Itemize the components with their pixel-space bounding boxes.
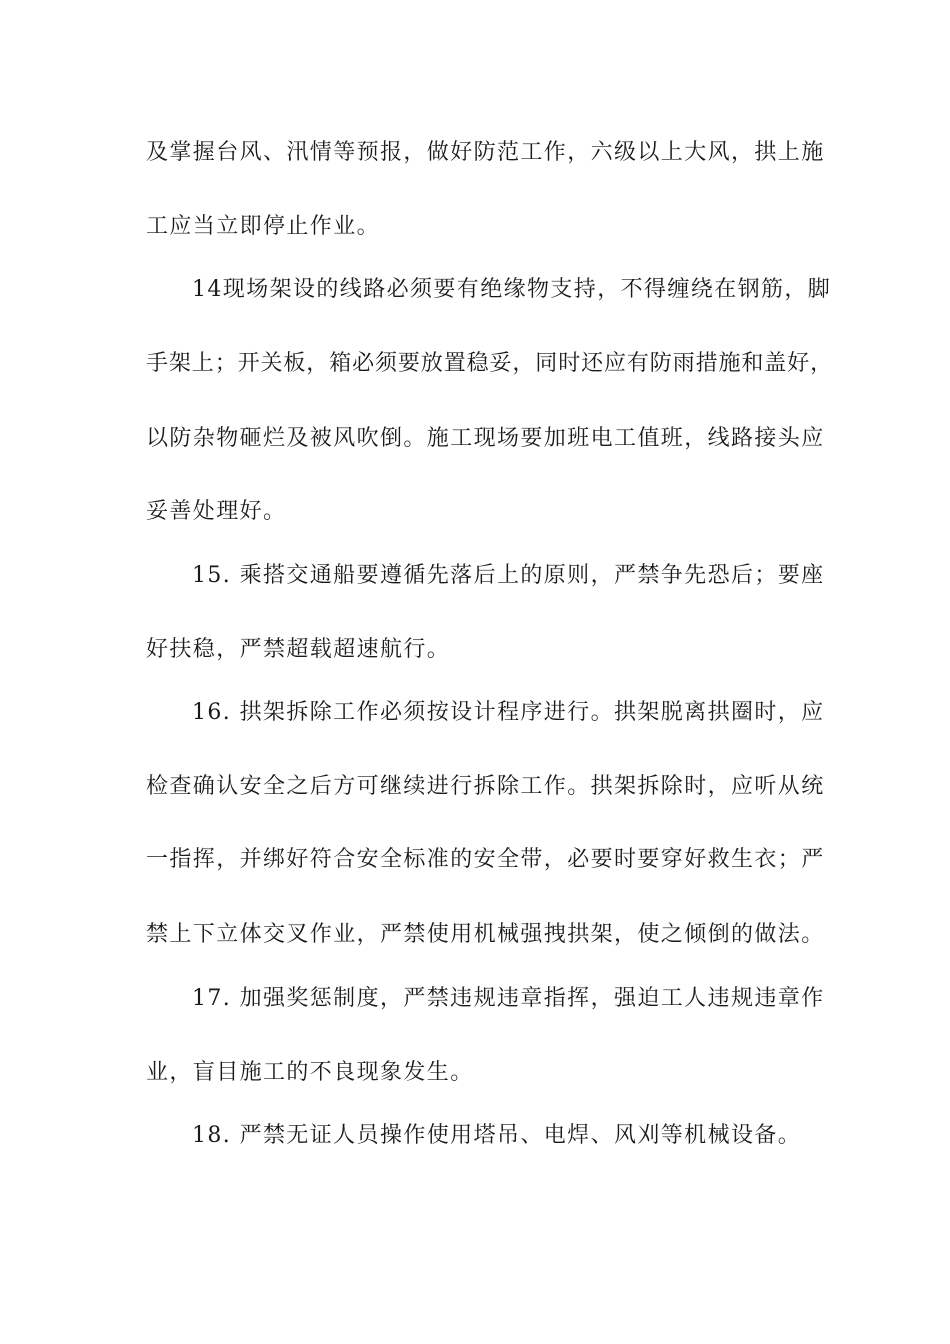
text-line: 检查确认安全之后方可继续进行拆除工作。拱架拆除时，应听从统 <box>146 774 825 799</box>
paragraph-15-line: 15. 乘搭交通船要遵循先落后上的原则，严禁争先恐后；要座 <box>192 563 825 588</box>
text-line: 一指挥，并绑好符合安全标准的安全带，必要时要穿好救生衣；严 <box>146 847 825 872</box>
text-line: 好扶稳，严禁超载超速航行。 <box>146 637 451 662</box>
text-line: 手架上；开关板，箱必须要放置稳妥，同时还应有防雨措施和盖好， <box>146 351 834 376</box>
text-line: 及掌握台风、汛情等预报，做好防范工作，六级以上大风，拱上施 <box>146 140 825 165</box>
text-line: 业，盲目施工的不良现象发生。 <box>146 1060 474 1085</box>
paragraph-17-line: 17. 加强奖惩制度，严禁违规违章指挥，强迫工人违规违章作 <box>192 986 825 1011</box>
paragraph-16-line: 16. 拱架拆除工作必须按设计程序进行。拱架脱离拱圈时，应 <box>192 700 825 725</box>
text-line: 工应当立即停止作业。 <box>146 214 381 239</box>
text-line: 禁上下立体交叉作业，严禁使用机械强拽拱架，使之倾倒的做法。 <box>146 922 825 947</box>
paragraph-14-line: 14现场架设的线路必须要有绝缘物支持，不得缠绕在钢筋，脚 <box>192 277 832 302</box>
paragraph-18-line: 18. 严禁无证人员操作使用塔吊、电焊、风刈等机械设备。 <box>192 1123 802 1148</box>
text-line: 以防杂物砸烂及被风吹倒。施工现场要加班电工值班，线路接头应 <box>146 426 825 451</box>
text-line: 妥善处理好。 <box>146 499 287 524</box>
